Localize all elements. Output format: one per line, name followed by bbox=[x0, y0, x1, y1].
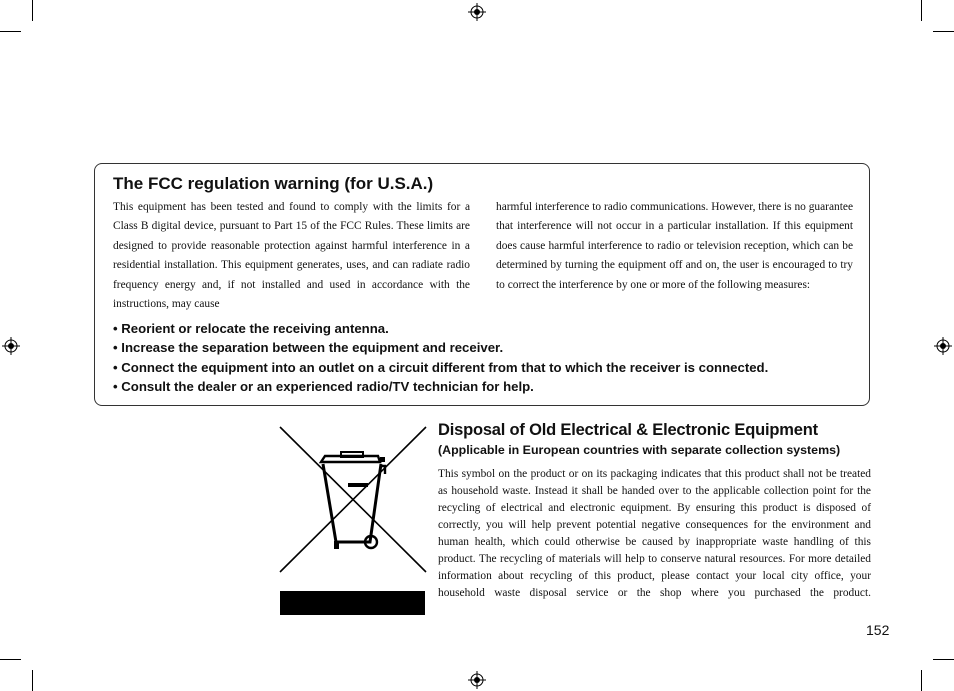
crop-mark bbox=[933, 659, 954, 660]
registration-mark-icon bbox=[468, 671, 486, 689]
list-item: • Reorient or relocate the receiving antenna. bbox=[113, 319, 768, 338]
list-item: • Consult the dealer or an experienced radio/TV technician for help. bbox=[113, 377, 768, 396]
registration-mark-icon bbox=[468, 3, 486, 21]
fcc-text-right-column bbox=[496, 198, 853, 295]
crop-mark bbox=[0, 659, 21, 660]
crossed-out-wheelie-bin-icon bbox=[279, 424, 427, 616]
crop-mark bbox=[921, 670, 922, 691]
crop-mark bbox=[933, 31, 954, 32]
fcc-text-left-column bbox=[113, 198, 470, 314]
registration-mark-icon bbox=[2, 337, 20, 355]
crop-mark bbox=[32, 0, 33, 21]
page-number: 152 bbox=[866, 622, 890, 638]
fcc-paragraph-left: This equipment has been tested and found to comply with the limits for a Class B digital device, pursuant to Part 15 of the FCC Rules. These limits are designed to provide reasonable protection against harmful interference in a residential installation. This equipment generates, uses, and can radiate radio frequency energy and, if not installed and used in accordance with the instructions, may cause bbox=[113, 201, 470, 311]
registration-mark-icon bbox=[934, 337, 952, 355]
fcc-paragraph-right: harmful interference to radio communications. However, there is no guarantee that interference will not occur in a particular installation. If this equipment does cause harmful interference to radio or television reception, which can be determined by turning the equipment off and on, the user is encouraged to try to correct the interference by one or more of the following measures: bbox=[496, 201, 853, 291]
list-item: • Connect the equipment into an outlet on a circuit different from that to which the receiver is connected. bbox=[113, 358, 768, 377]
disposal-title: Disposal of Old Electrical & Electronic Equipment bbox=[438, 421, 818, 439]
crop-mark bbox=[32, 670, 33, 691]
fcc-title: The FCC regulation warning (for U.S.A.) bbox=[113, 174, 434, 193]
crop-mark bbox=[0, 31, 21, 32]
disposal-subtitle: (Applicable in European countries with separate collection systems) bbox=[438, 443, 841, 457]
crop-mark bbox=[921, 0, 922, 21]
disposal-paragraph: This symbol on the product or on its packaging indicates that this product shall not be treated as household waste. Instead it shall be handed over to the applicable collection point for the recycling of electrical and electronic equipment. By ensuring this product is disposed of correctly, you will help prevent potential negative consequences for the environment and human health, which could otherwise be caused by inappropriate waste handling of this product. The recycling of materials will help to conserve natural resources. For more detailed information about recycling of this product, please contact your local city office, your household waste disposal service or the shop where you purchased the product. bbox=[438, 468, 871, 599]
fcc-measures-list bbox=[113, 319, 768, 397]
list-item: • Increase the separation between the equipment and receiver. bbox=[113, 338, 768, 357]
